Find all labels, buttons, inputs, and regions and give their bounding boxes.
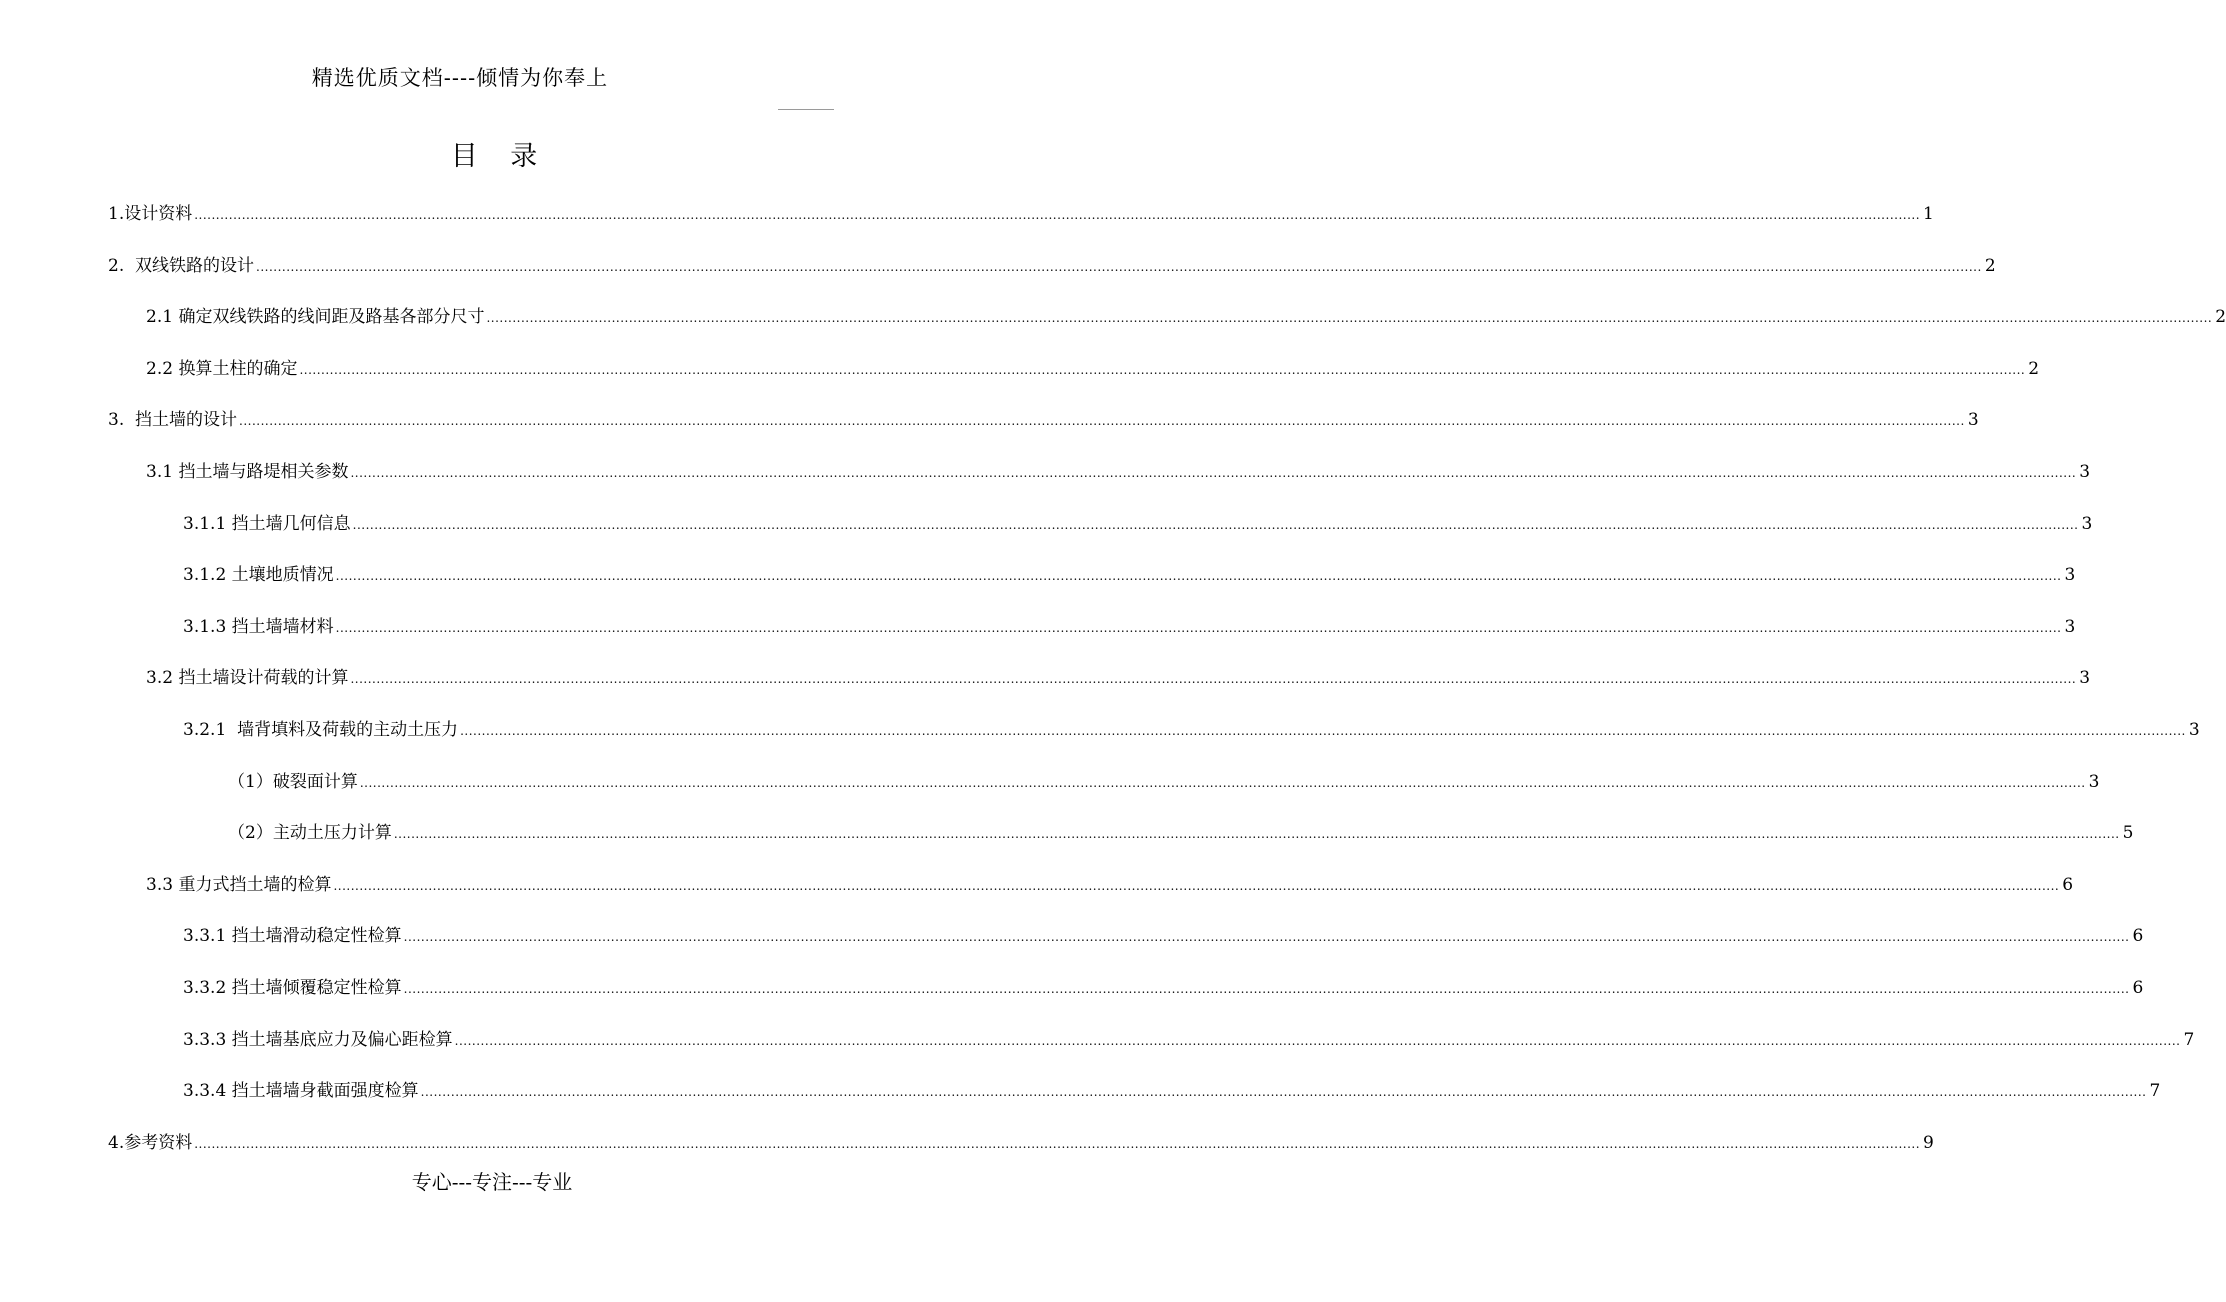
toc-entry[interactable] <box>183 715 2200 745</box>
toc-entry-page: 7 <box>2183 1029 2195 1050</box>
toc-entry-label: （1）破裂面计算 <box>228 771 358 792</box>
toc-entry[interactable] <box>228 767 2100 797</box>
toc-entry-label: 3. 挡土墙的设计 <box>108 410 238 431</box>
toc-entry-label: 3.1 挡土墙与路堤相关参数 <box>146 462 349 482</box>
toc-entry-label: 3.2 挡土墙设计荷载的计算 <box>146 668 349 689</box>
toc-entry-label: 3.3.2 挡土墙倾覆稳定性检算 <box>183 978 402 998</box>
toc-dot-leader: ................................................................................................................................................................................................................................................................................................................................................................................................................ <box>194 1136 1921 1151</box>
toc-entry[interactable] <box>183 973 2144 1003</box>
toc-entry-page: 3 <box>2088 771 2100 792</box>
toc-entry-page: 3 <box>2064 616 2076 637</box>
toc-entry-page: 1 <box>1923 204 1934 224</box>
toc-entry-label: 3.3.3 挡土墙基底应力及偏心距检算 <box>183 1029 453 1050</box>
toc-entry[interactable] <box>228 818 2134 848</box>
toc-entry[interactable] <box>108 405 1979 435</box>
toc-entry-label: （2）主动土压力计算 <box>228 823 392 844</box>
toc-dot-leader: ................................................................................................................................................................................................................................................................................................................................................................................................................ <box>352 517 2079 532</box>
toc-entry[interactable] <box>146 870 2074 900</box>
toc-entry-label: 2.2 换算土柱的确定 <box>146 358 298 379</box>
toc-entry-page: 3 <box>2079 668 2091 689</box>
toc-entry-label: 2.1 确定双线铁路的线间距及路基各部分尺寸 <box>146 307 485 328</box>
toc-entry-page: 3 <box>1967 410 1979 431</box>
toc-dot-leader: ................................................................................................................................................................................................................................................................................................................................................................................................................ <box>299 362 2026 377</box>
toc-dot-leader: ................................................................................................................................................................................................................................................................................................................................................................................................................ <box>454 1033 2181 1048</box>
toc-entry-label: 3.3.4 挡土墙墙身截面强度检算 <box>183 1081 419 1102</box>
toc-entry-label: 3.1.1 挡土墙几何信息 <box>183 513 351 534</box>
toc-entry-page: 7 <box>2149 1081 2161 1102</box>
toc-entry-label: 3.2.1 墙背填料及荷载的主动土压力 <box>183 720 459 740</box>
toc-dot-leader: ................................................................................................................................................................................................................................................................................................................................................................................................................ <box>460 724 2186 738</box>
toc-entry-label: 4.参考资料 <box>108 1132 193 1153</box>
toc-dot-leader: ................................................................................................................................................................................................................................................................................................................................................................................................................ <box>333 878 2060 893</box>
toc-entry-page: 6 <box>2062 874 2074 895</box>
toc-dot-leader: ................................................................................................................................................................................................................................................................................................................................................................................................................ <box>350 672 2077 687</box>
toc-dot-leader: ................................................................................................................................................................................................................................................................................................................................................................................................................ <box>486 311 2213 326</box>
toc-entry-label: 3.3.1 挡土墙滑动稳定性检算 <box>183 926 402 947</box>
toc-entry[interactable] <box>183 1025 2195 1055</box>
toc-dot-leader: ................................................................................................................................................................................................................................................................................................................................................................................................................ <box>403 930 2130 945</box>
toc-entry-page: 3 <box>2079 462 2091 482</box>
toc-entry-page: 3 <box>2188 720 2200 740</box>
toc-entry[interactable] <box>183 612 2076 642</box>
toc-entry[interactable] <box>108 251 1996 281</box>
toc-entry[interactable] <box>108 1128 1934 1158</box>
toc-entry-label: 3.3 重力式挡土墙的检算 <box>146 874 332 895</box>
toc-entry-page: 2 <box>2028 358 2040 379</box>
toc-entry-page: 2 <box>1984 255 1996 276</box>
toc-entry[interactable] <box>183 509 2093 539</box>
toc-dot-leader: ................................................................................................................................................................................................................................................................................................................................................................................................................ <box>350 466 2077 480</box>
toc-entry-label: 1.设计资料 <box>108 204 193 224</box>
toc-entry[interactable] <box>146 302 2226 332</box>
toc-entry-label: 2. 双线铁路的设计 <box>108 255 255 276</box>
toc-dot-leader: ................................................................................................................................................................................................................................................................................................................................................................................................................ <box>403 982 2130 996</box>
toc-entry-page: 5 <box>2122 823 2134 844</box>
page-header: 精选优质文档----倾情为你奉上 <box>311 66 609 90</box>
toc-entry-page: 6 <box>2132 978 2144 998</box>
toc-dot-leader: ................................................................................................................................................................................................................................................................................................................................................................................................................ <box>239 414 1965 429</box>
toc-entry[interactable] <box>146 354 2040 384</box>
toc-entry[interactable] <box>146 457 2091 487</box>
toc-dot-leader: ................................................................................................................................................................................................................................................................................................................................................................................................................ <box>335 620 2062 635</box>
toc-entry[interactable] <box>108 199 1934 229</box>
toc-dot-leader: ................................................................................................................................................................................................................................................................................................................................................................................................................ <box>393 827 2120 842</box>
toc-dot-leader: ................................................................................................................................................................................................................................................................................................................................................................................................................ <box>335 569 2062 584</box>
toc-entry-page: 2 <box>2215 307 2226 328</box>
toc-entry-page: 6 <box>2132 926 2144 947</box>
page-footer: 专心---专注---专业 <box>411 1170 573 1194</box>
toc-entry[interactable] <box>183 560 2076 590</box>
toc-entry-page: 3 <box>2081 513 2093 534</box>
toc-entry-page: 3 <box>2064 565 2076 586</box>
toc-dot-leader: ................................................................................................................................................................................................................................................................................................................................................................................................................ <box>194 208 1921 222</box>
toc-entry-label: 3.1.2 土壤地质情况 <box>183 565 334 586</box>
toc-entry-page: 9 <box>1923 1132 1934 1153</box>
toc-entry[interactable] <box>183 1076 2161 1106</box>
toc-entry[interactable] <box>146 663 2091 693</box>
toc-entry-label: 3.1.3 挡土墙墙材料 <box>183 616 334 637</box>
header-rule <box>778 109 834 110</box>
toc-dot-leader: ................................................................................................................................................................................................................................................................................................................................................................................................................ <box>359 775 2086 790</box>
toc-entry[interactable] <box>183 921 2144 951</box>
toc-title: 目 录 <box>450 141 550 172</box>
toc-dot-leader: ................................................................................................................................................................................................................................................................................................................................................................................................................ <box>256 259 1982 274</box>
toc-dot-leader: ................................................................................................................................................................................................................................................................................................................................................................................................................ <box>420 1085 2147 1100</box>
